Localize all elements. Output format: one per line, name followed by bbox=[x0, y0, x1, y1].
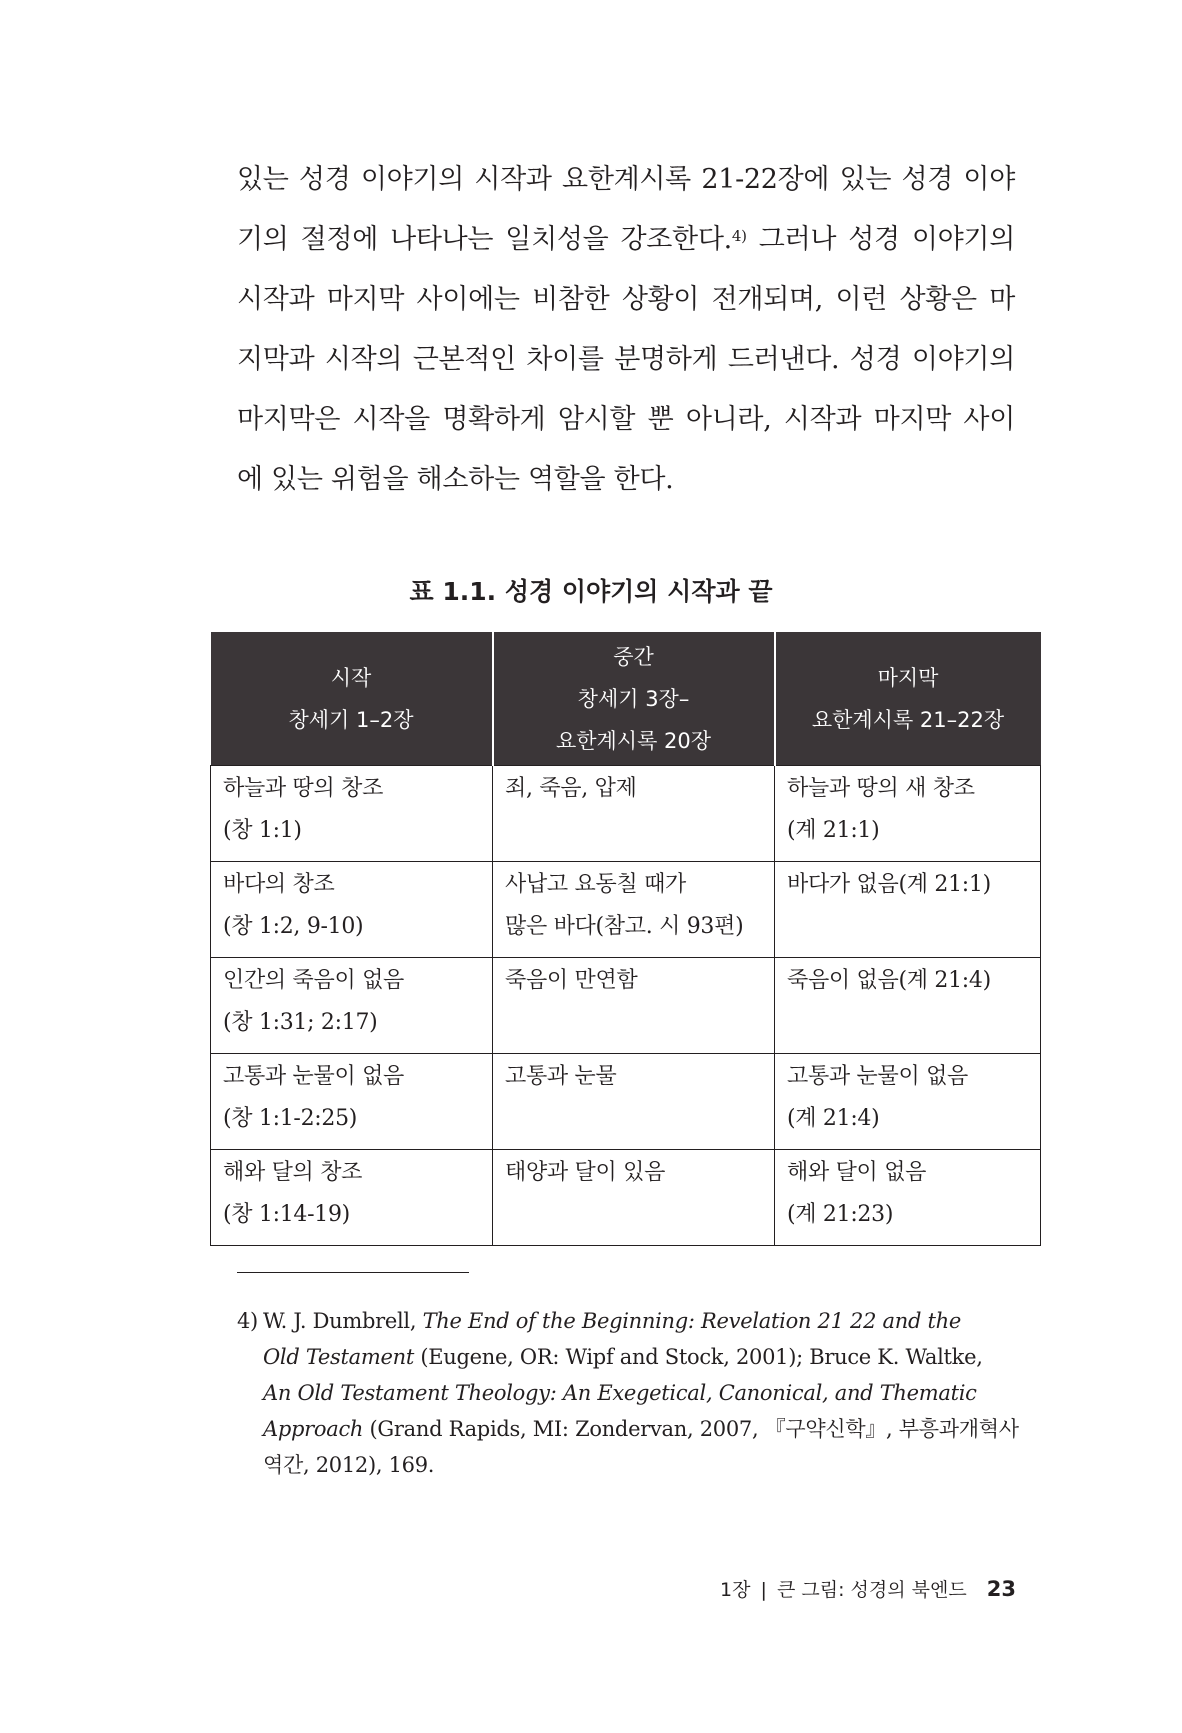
cell-line: (창 1:1-2:25) bbox=[223, 1106, 358, 1131]
table-row bbox=[211, 862, 1041, 958]
cell-line: 태양과 달이 있음 bbox=[505, 1160, 666, 1185]
cell-line: 하늘과 땅의 새 창조 bbox=[787, 776, 975, 801]
cell-line: 고통과 눈물이 없음 bbox=[787, 1064, 969, 1089]
table-cell bbox=[493, 1150, 775, 1246]
comparison-table bbox=[210, 632, 1041, 1246]
footnote-text: 역간, 2012), 169. bbox=[263, 1453, 435, 1477]
cell-line: 죽음이 만연함 bbox=[505, 968, 638, 993]
footnote-line bbox=[237, 1339, 1017, 1375]
body-line-2b: 그러나 성경 이야기의 bbox=[746, 224, 1015, 255]
cell-line: (창 1:14-19) bbox=[223, 1202, 350, 1227]
header-middle bbox=[493, 632, 775, 766]
table-cell bbox=[493, 766, 775, 862]
cell-line: 인간의 죽음이 없음 bbox=[223, 968, 405, 993]
header-end bbox=[775, 632, 1041, 766]
cell-line: 바다가 없음(계 21:1) bbox=[787, 872, 991, 897]
body-line-4: 지막과 시작의 근본적인 차이를 분명하게 드러낸다. 성경 이야기의 bbox=[237, 344, 1015, 375]
table-cell bbox=[775, 862, 1041, 958]
footnote-line bbox=[237, 1411, 1017, 1447]
cell-line: 해와 달이 없음 bbox=[787, 1160, 927, 1185]
table-caption: 표 1.1. 성경 이야기의 시작과 끝 bbox=[409, 577, 773, 606]
header-sub: 요한계시록 21–22장 bbox=[811, 707, 1005, 732]
cell-line: 해와 달의 창조 bbox=[223, 1160, 363, 1185]
cell-line: 고통과 눈물이 없음 bbox=[223, 1064, 405, 1089]
cell-line: (계 21:1) bbox=[787, 818, 880, 843]
header-sub: 창세기 3장– bbox=[577, 686, 690, 711]
table-row bbox=[211, 1150, 1041, 1246]
table-cell bbox=[211, 1150, 493, 1246]
cell-line: 바다의 창조 bbox=[223, 872, 335, 897]
footnote-text: W. J. Dumbrell, bbox=[263, 1309, 423, 1333]
footnote-divider bbox=[237, 1272, 469, 1273]
table-cell bbox=[775, 1150, 1041, 1246]
cell-line: 죽음이 없음(계 21:4) bbox=[787, 968, 991, 993]
table-row bbox=[211, 958, 1041, 1054]
footnote-text: (Grand Rapids, MI: Zondervan, 2007, 『구약신학』, 부흥과개혁사 bbox=[363, 1417, 1019, 1441]
header-sub: 창세기 1–2장 bbox=[288, 707, 414, 732]
body-line-3: 시작과 마지막 사이에는 비참한 상황이 전개되며, 이런 상황은 마 bbox=[237, 284, 1015, 315]
table-cell bbox=[211, 862, 493, 958]
table-cell bbox=[211, 766, 493, 862]
cell-line: (계 21:4) bbox=[787, 1106, 880, 1131]
footnote-number: 4) bbox=[237, 1309, 258, 1333]
footnote-line bbox=[237, 1303, 1017, 1339]
cell-line: 고통과 눈물 bbox=[505, 1064, 617, 1089]
table-row bbox=[211, 766, 1041, 862]
table-cell bbox=[775, 958, 1041, 1054]
footnote bbox=[237, 1303, 1017, 1483]
header-title: 중간 bbox=[613, 644, 654, 669]
cell-line: 많은 바다(참고. 시 93편) bbox=[505, 914, 744, 939]
body-line-1: 있는 성경 이야기의 시작과 요한계시록 21-22장에 있는 성경 이야 bbox=[237, 164, 1015, 195]
footnote-text: (Eugene, OR: Wipf and Stock, 2001); Bruce K. Waltke, bbox=[414, 1345, 983, 1369]
footnote-reference[interactable]: 4) bbox=[731, 227, 747, 245]
footnote-title: The End of the Beginning: Revelation 21 22 and the bbox=[422, 1309, 961, 1333]
table-header-row bbox=[211, 632, 1041, 766]
footer-separator: | bbox=[760, 1579, 767, 1601]
page-footer bbox=[720, 1575, 1016, 1602]
cell-line: (창 1:2, 9-10) bbox=[223, 914, 364, 939]
cell-line: (창 1:1) bbox=[223, 818, 302, 843]
body-line-6: 에 있는 위험을 해소하는 역할을 한다. bbox=[237, 464, 674, 495]
cell-line: (창 1:31; 2:17) bbox=[223, 1010, 378, 1035]
cell-line: (계 21:23) bbox=[787, 1202, 894, 1227]
body-paragraph bbox=[237, 150, 1015, 510]
cell-line: 죄, 죽음, 압제 bbox=[505, 776, 637, 801]
table-cell bbox=[775, 1054, 1041, 1150]
table-row bbox=[211, 1054, 1041, 1150]
cell-line: 하늘과 땅의 창조 bbox=[223, 776, 384, 801]
footnote-line bbox=[237, 1375, 1017, 1411]
header-beginning bbox=[211, 632, 493, 766]
table-cell bbox=[493, 1054, 775, 1150]
body-line-5: 마지막은 시작을 명확하게 암시할 뿐 아니라, 시작과 마지막 사이 bbox=[237, 404, 1015, 435]
table-cell bbox=[493, 958, 775, 1054]
header-title: 마지막 bbox=[877, 665, 939, 690]
chapter-label: 1장 bbox=[720, 1579, 751, 1601]
table-cell bbox=[493, 862, 775, 958]
cell-line: 사납고 요동칠 때가 bbox=[505, 872, 687, 897]
footnote-title: Approach bbox=[263, 1417, 364, 1441]
footnote-line bbox=[237, 1447, 1017, 1483]
footnote-title: Old Testament bbox=[263, 1345, 414, 1369]
page-number: 23 bbox=[986, 1577, 1016, 1601]
chapter-title: 큰 그림: 성경의 북엔드 bbox=[777, 1579, 967, 1601]
header-title: 시작 bbox=[330, 665, 372, 690]
table-cell bbox=[211, 1054, 493, 1150]
header-sub: 요한계시록 20장 bbox=[555, 728, 712, 753]
body-line-2: 기의 절정에 나타나는 일치성을 강조한다. bbox=[237, 224, 732, 255]
footnote-title: An Old Testament Theology: An Exegetical, Canonical, and Thematic bbox=[263, 1381, 977, 1405]
table-cell bbox=[211, 958, 493, 1054]
table-cell bbox=[775, 766, 1041, 862]
